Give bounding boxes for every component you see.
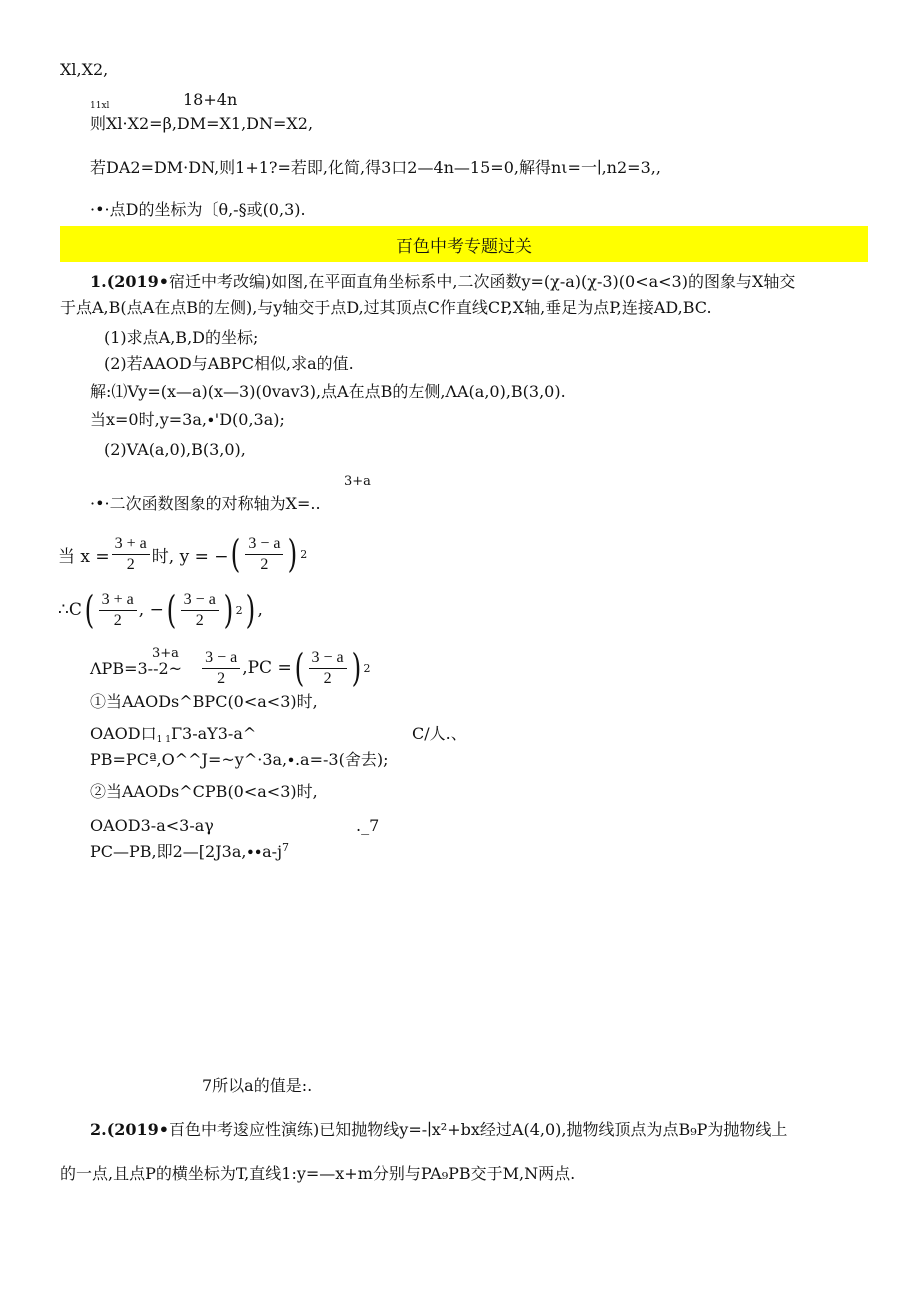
math-line-pb-pc: ΛPB=3--2~ $\frac{3 - a}{2}$ ,PC = ( $\frac{3 - a}{2}$ ) 2 — [90, 646, 371, 690]
solution-line: 当x=0时,y=3a,∙'D(0,3a); — [90, 410, 285, 429]
problem-1-line-1: 1.(2019•宿迁中考改编)如图,在平面直角坐标系中,二次函数y=(χ-a)(χ-3)(0<a<3)的图象与X轴交 — [90, 272, 796, 291]
fraction: $\frac{3 - a}{2}$ — [202, 648, 240, 689]
solution-line: 3+a — [344, 474, 371, 489]
text-line: 若DA2=DM·DN,则1+1?=若即,化简,得3口2—4n—15=0,解得nι=一∣,n2=3,, — [90, 158, 661, 177]
question-2: (2)若AAOD与ABPC相似,求a的值. — [104, 354, 354, 373]
fraction: $\frac{3 - a}{2}$ — [309, 648, 347, 689]
text-line: 11xl — [90, 101, 110, 111]
solution-line: (2)VA(a,0),B(3,0), — [104, 440, 246, 459]
problem-2-line-1: 2.(2019•百色中考逡应性演练)已知抛物线y=-∣x²+bx经过A(4,0),抛物线顶点为点B₉P为抛物线上 — [90, 1120, 788, 1139]
case-1-note: C/人.、 — [412, 724, 467, 743]
solution-line: ·•·二次函数图象的对称轴为X=.. — [90, 494, 321, 513]
text-line: ·•·点D的坐标为〔θ,-§或(0,3). — [90, 200, 306, 219]
answer-line: 7所以a的值是:. — [202, 1076, 313, 1095]
text-line: 则Xl·X2=β,DM=X1,DN=X2, — [90, 114, 314, 133]
math-line-vertex-y: 当 x = $\frac{3 + a}{2}$ 时, y = − ( $\frac{3 - a}{2}$ ) 2 — [58, 532, 308, 576]
case-2: ②当AAODs^CPB(0<a<3)时, — [90, 782, 318, 801]
question-1: (1)求点A,B,D的坐标; — [104, 328, 259, 347]
case-1-line: OAOD口1 1Γ3-aY3-a^ — [90, 724, 257, 745]
fraction: $\frac{3 - a}{2}$ — [245, 534, 283, 575]
solution-line: 解:⑴Vy=(x—a)(x—3)(0vav3),点A在点B的左侧,ΛA(a,0),B(3,0). — [90, 382, 566, 401]
problem-2-line-2: 的一点,且点P的横坐标为T,直线1:y=—x+m分别与PA₉PB交于M,N两点. — [60, 1164, 576, 1183]
case-1-line: PB=PCª,O^^J=~y^·3a,∙.a=-3(舍去); — [90, 750, 389, 769]
text-line: 18+4n — [183, 90, 238, 109]
case-2-note: ._7 — [356, 816, 380, 835]
math-superscript: 3+a — [152, 646, 179, 661]
text-line: Xl,X2, — [60, 60, 109, 79]
math-line-vertex-c: ∴C ( $\frac{3 + a}{2}$ , − ( $\frac{3 - a}{2}$ ) 2 ) , — [58, 588, 263, 632]
fraction: $\frac{3 + a}{2}$ — [99, 590, 137, 631]
fraction: $\frac{3 + a}{2}$ — [112, 534, 150, 575]
case-1: ①当AAODs^BPC(0<a<3)时, — [90, 692, 318, 711]
fraction: $\frac{3 - a}{2}$ — [181, 590, 219, 631]
case-2-line: PC—PB,即$2—[2J3a,\cdot\cdot a-j^7$ — [90, 841, 290, 861]
case-2-line: OAOD3-a<3-aγ — [90, 816, 214, 835]
section-banner: 百色中考专题过关 — [60, 226, 868, 262]
problem-1-line-2: 于点A,B(点A在点B的左侧),与y轴交于点D,过其顶点C作直线CP,X轴,垂足为点P,连接AD,BC. — [60, 298, 712, 317]
